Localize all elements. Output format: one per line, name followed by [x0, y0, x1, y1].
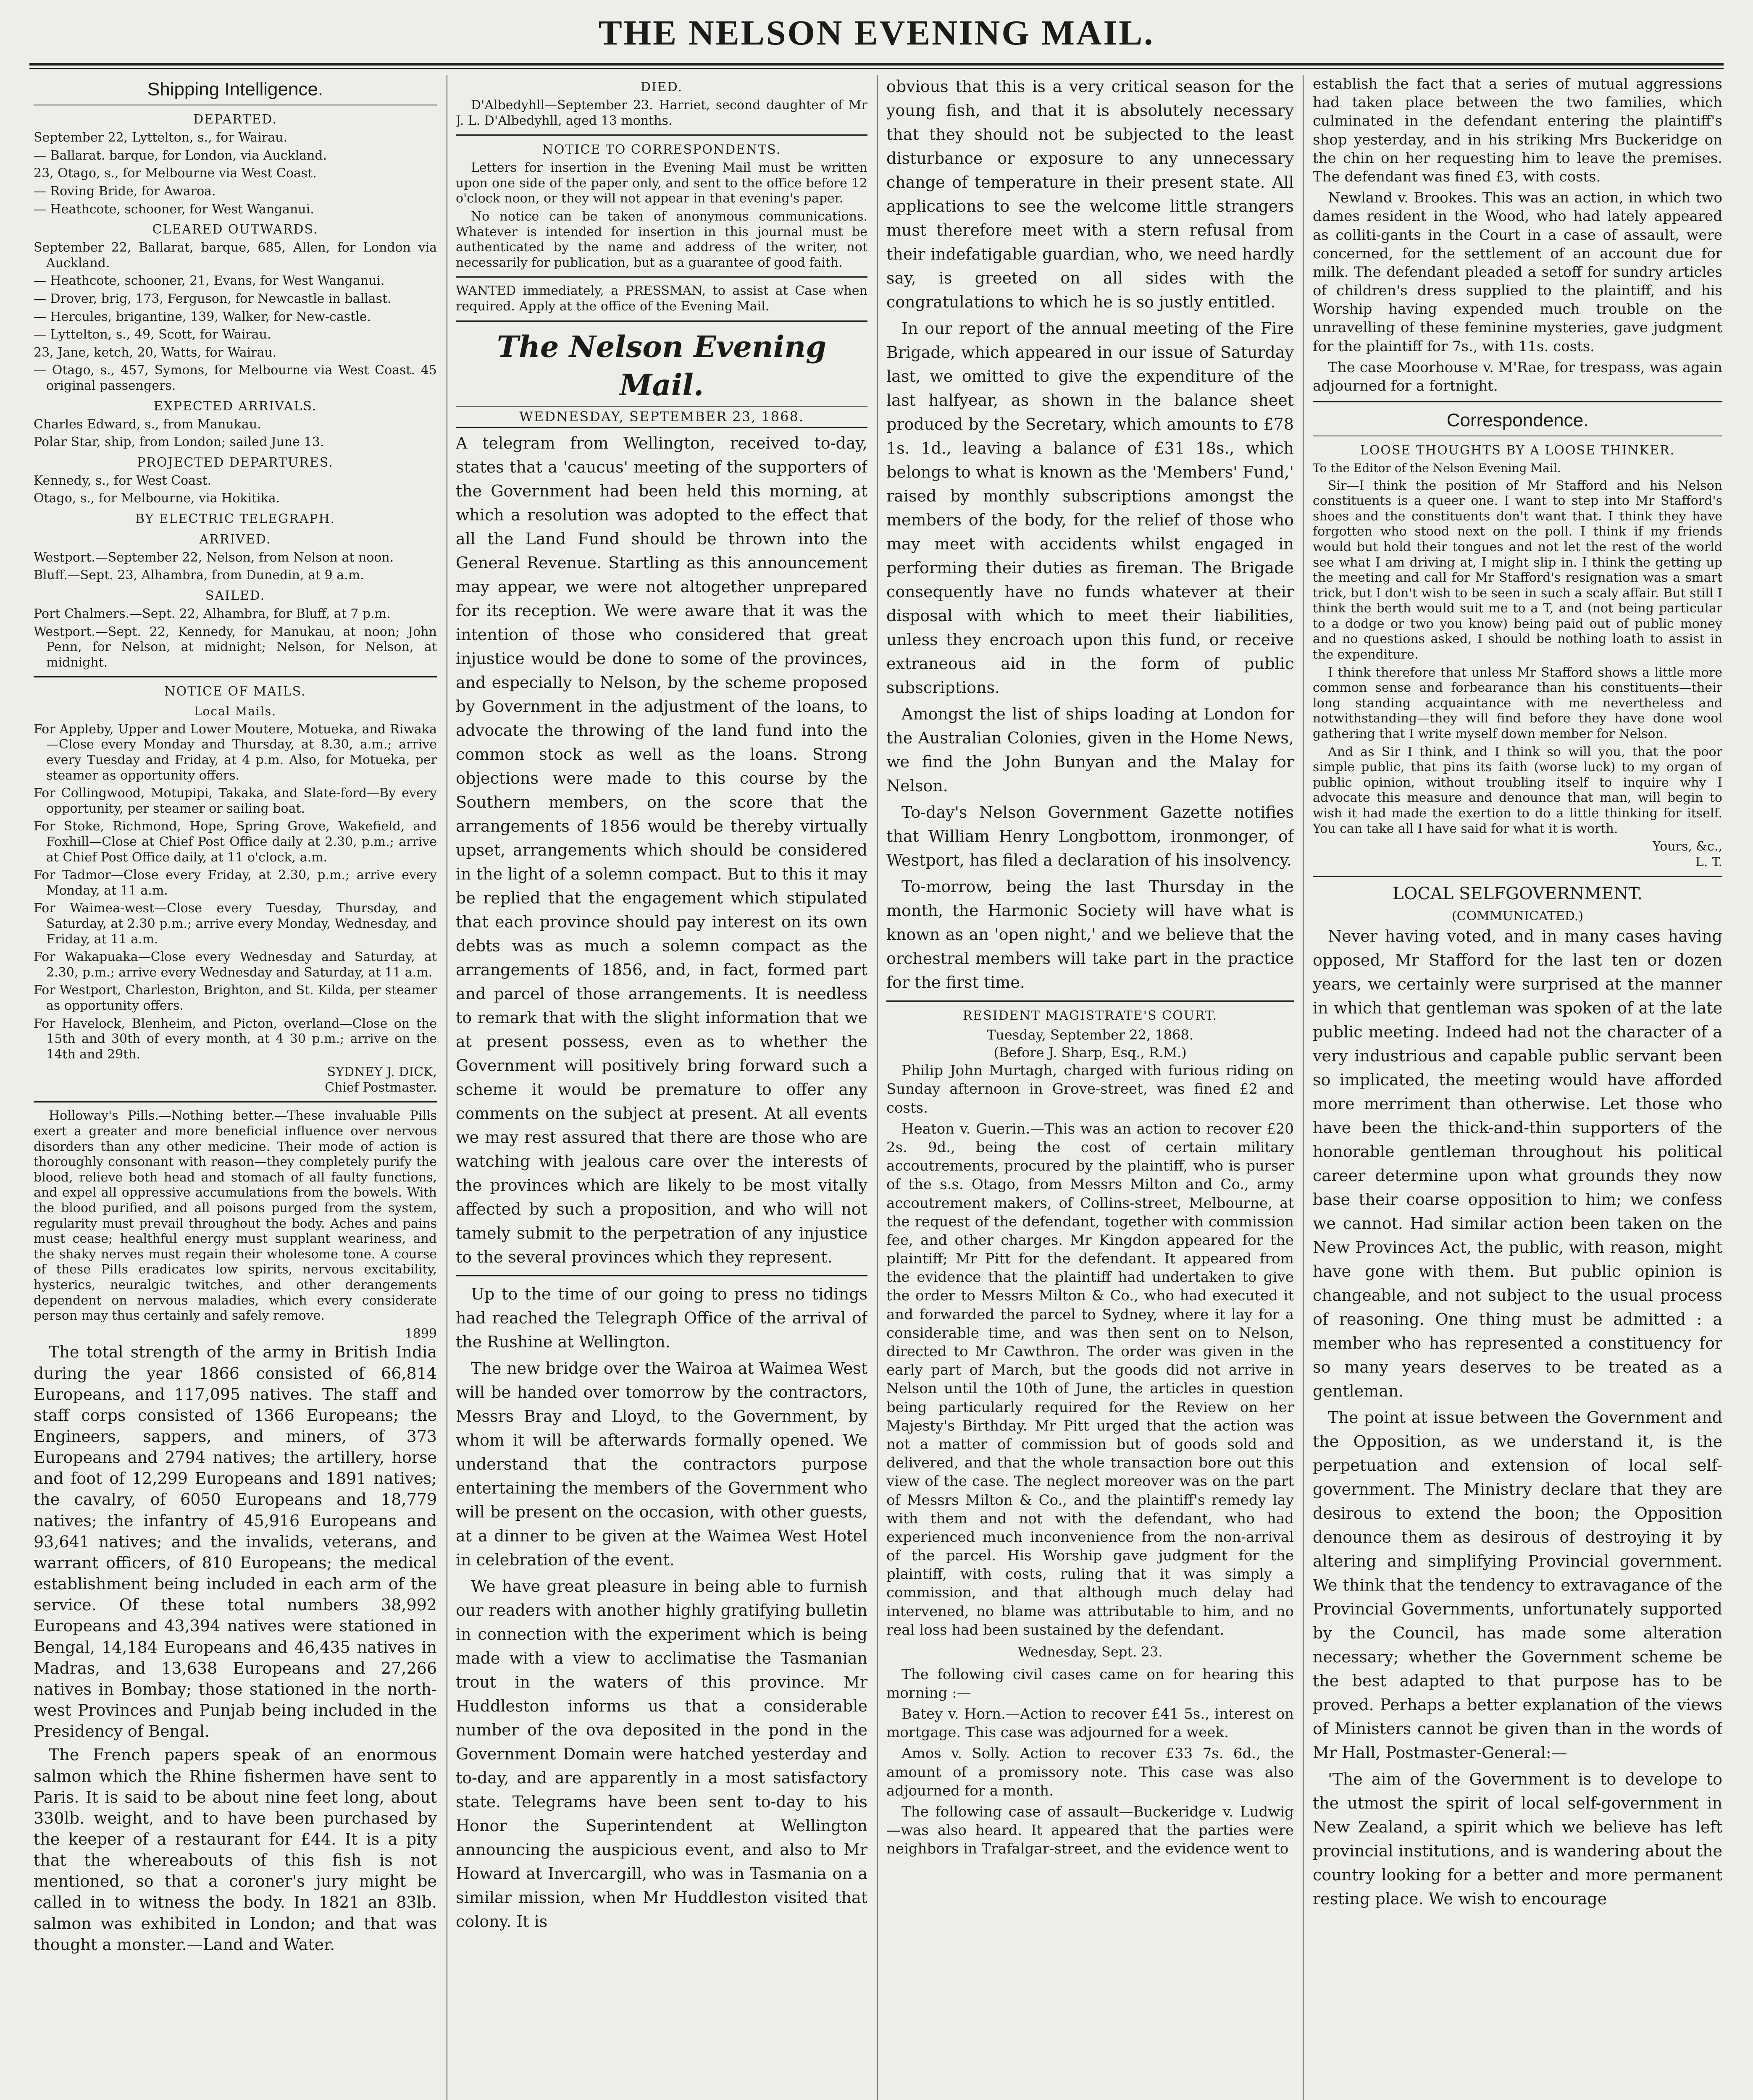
divider [886, 1000, 1294, 1002]
list-item: For Wakapuaka—Close every Wednesday and Saturday, at 2.30, p.m.; arrive every Wednesday and Saturday, at 11 a.m. [34, 950, 437, 980]
court-case: Philip John Murtagh, charged with furious riding on Sunday afternoon in Grove-street, was fined £2 and costs. [886, 1062, 1294, 1116]
telegraph-heading: BY ELECTRIC TELEGRAPH. [135, 511, 336, 526]
notice-paragraph: No notice can be taken of anonymous communications. Whatever is intended for insertion in this journal must be authenticated by the name and address of the writer, not necessarily for publication, but as a guarantee of good faith. [456, 209, 867, 270]
list-item: For Stoke, Richmond, Hope, Spring Grove, Wakefield, and Foxhill—Close at Chief Post Office daily at 2.30, p.m.; arrive at Chief Post Office daily, at 11 o'clock, a.m. [34, 819, 437, 865]
divider [456, 276, 867, 278]
cleared-heading: CLEARED OUTWARDS. [152, 222, 318, 237]
death-notice: D'Albedyhll—September 23. Harriet, second daughter of Mr J. L. D'Albedyhll, aged 13 months. [456, 98, 867, 128]
list-item: — Lyttelton, s., 49, Scott, for Wairau. [34, 327, 271, 342]
letter-paragraph: I think therefore that unless Mr Stafford shows a little more common sense and forbearance than his constituents—their long standing acquaintance with me nevertheless and notwithstanding—they will find before they have done wool gathering that I write myself down member for Nelson. [1313, 665, 1722, 742]
letter-title: LOOSE THOUGHTS BY A LOOSE THINKER. [1360, 443, 1675, 458]
harmonic-paragraph: To-morrow, being the last Thursday in the month, the Harmonic Society will have what is known as an 'open night,' and we believe that the orchestral members will take part in the practice for the first time. [886, 877, 1294, 992]
communicated-label: (COMMUNICATED.) [1451, 909, 1584, 924]
list-item: — Roving Bride, for Awaroa. [34, 184, 216, 199]
list-item: For Waimea-west—Close every Tuesday, Thursday, and Saturday, at 2.30 p.m.; arrive every Monday, Wednesday, and Friday, at 11 a.m. [34, 901, 437, 947]
list-item: Kennedy, s., for West Coast. [34, 473, 212, 488]
list-item: — Heathcote, schooner, 21, Evans, for West Wanganui. [34, 273, 385, 289]
court-heading: RESIDENT MAGISTRATE'S COURT. [962, 1008, 1218, 1023]
list-item: For Havelock, Blenheim, and Picton, overland—Close on the 15th and 30th of every month, at 4 30 p.m.; arrive on the 14th and 29th. [34, 1016, 437, 1062]
leader-paragraph: A telegram from Wellington, received to-day, states that a 'caucus' meeting of the supporters of the Government had been held this morning, at which a resolution was adopted to the effect that all the Land Fund should be thrown into the General Revenue. Startling as this announcement may appear, we were not altogether unprepared for its reception. We were aware that it was the intention of those who considered that great injustice would be done to some of the provinces, and especially to Nelson, by the scheme proposed by Government in the adjustment of the loans, to advocate the throwing of the land fund into the common stock as well as the loans. Strong objections were made to this course by the Southern members, on the score that the arrangements of 1856 would be thereby virtually upset, arrangements which should be considered in the light of a solemn compact. But to this it may be replied that the engagement which stipulated that each province should pay interest on its own debts was as much a solemn compact as the arrangements of 1856, and, in fact, formed part and parcel of those arrangements. It is needless to remark that with the slight information that we at present possess, even as to whether the Government will positively bring forward such a scheme it would be premature to offer any comments on the subject at present. At all events we may rest assured that there are those who are watching with jealous care over the interests of the provinces which are likely to be most vitally affected by such a proposition, and who will not tamely submit to the perpetration of any injustice to the several provinces which they represent. [456, 434, 867, 1267]
sailed-heading: SAILED. [205, 588, 265, 604]
list-item: Otago, s., for Melbourne, via Hokitika. [34, 491, 280, 506]
letter-salutation: To the Editor of the Nelson Evening Mail. [1313, 461, 1561, 475]
trout-paragraph: We have great pleasure in being able to furnish our readers with another highly gratifying bulletin in connection with the experiment which is being made with a view to acclimatise the Tasmanian trout in the waters of this province. Mr Huddleston informs us that a considerable number of the ova deposited in the pond in the Government Domain were hatched yesterday and to-day, and are apparently in a most satisfactory state. Telegrams have been sent to-day to his Honor the Superintendent at Wellington announcing the auspicious event, and also to Mr Howard at Invercargill, who was in Tasmania on a similar mission, when Mr Huddleston visited that colony. It is [456, 1577, 867, 1931]
divider [456, 1275, 867, 1276]
departed-heading: DEPARTED. [193, 112, 277, 127]
list-item: For Westport, Charleston, Brighton, and St. Kilda, per steamer as opportunity offers. [34, 983, 437, 1013]
column-4 [1313, 75, 1722, 2100]
list-item: 23, Otago, s., for Melbourne via West Coast. [34, 166, 317, 181]
expected-list [34, 417, 437, 450]
divider [1313, 876, 1722, 877]
salmon-paragraph: The French papers speak of an enormous salmon which the Rhine fishermen have sent to Paris. It is said to be about nine feet long, about 330lb. weight, and to have been purchased by the keeper of a restaurant for £44. It is a pity that the whereabouts of this fish is not mentioned, so that a coroner's jury might be called in to witness the body. In 1821 an 83lb. salmon was exhibited in London; and that was thought a monster.—Land and Water. [34, 1746, 437, 1954]
list-item: Charles Edward, s., from Manukau. [34, 417, 261, 432]
correspondence-heading: Correspondence. [1446, 410, 1589, 431]
ships-paragraph: Amongst the list of ships loading at London for the Australian Colonies, given in the Home News, we find the John Bunyan and the Malay for Nelson. [886, 705, 1294, 795]
court-case: The case Moorhouse v. M'Rae, for trespass, was again adjourned for a fortnight. [1313, 359, 1722, 394]
divider [1313, 401, 1722, 402]
list-item: — Ballarat. barque, for London, via Auckland. [34, 148, 327, 163]
court-case: The following case of assault—Buckeridge v. Ludwig—was also heard. It appeared that the parties were neighbors in Trafalgar-street, and the evidence went to [886, 1803, 1294, 1858]
divider [456, 320, 867, 322]
expected-heading: EXPECTED ARRIVALS. [153, 399, 317, 414]
column-divider [1303, 75, 1304, 2100]
wanted-advert: WANTED immediately, a PRESSMAN, to assist at Case when required. Apply at the office of the Evening Mail. [456, 284, 867, 314]
shipping-heading: Shipping Intelligence. [147, 79, 323, 100]
divider [456, 134, 867, 136]
postmaster-title: Chief Postmaster. [325, 1080, 437, 1095]
article-paragraph: Never having voted, and in many cases having opposed, Mr Stafford for the last ten or dozen years, we certainly were surprised at the manner in which that gentleman was spoken of at the late public meeting. Indeed had not the character of a very industrious and capable public servant been so implicated, the meeting would have afforded more merriment than otherwise. Let those who have been the thick-and-thin supporters of the honorable gentleman throughout his political career determine upon what grounds they now base their coarse opposition to him; we confess we cannot. Had similar action been taken on the New Provinces Act, the public, with reason, might have gone with them. But public opinion is changeable, and not subject to the usual process of reasoning. One thing must be admitted : a member who has represented a constituency for so many years deserves to be treated as a gentleman. [1313, 927, 1722, 1401]
column-divider [877, 75, 878, 2100]
list-item: — Hercules, brigantine, 139, Walker, for New-castle. [34, 309, 371, 324]
departed-list [34, 130, 437, 217]
died-heading: DIED. [640, 80, 683, 94]
letter-signature: L. T. [1695, 854, 1722, 869]
list-item: — Otago, s., 457, Symons, for Melbourne via West Coast. 45 original passengers. [34, 363, 437, 393]
column-3 [886, 75, 1294, 2100]
column-2 [456, 75, 867, 2100]
court-case: Newland v. Brookes. This was an action, in which two dames resident in the Wood, who had lately appeared as colliti-gants in the Court in a case of assault, were concerned, for the settlement of an account due for milk. The defendant pleaded a setoff for sundry articles of children's dress supplied to the plaintiff, and his Worship having expended much trouble on the unravelling of these feminine mysteries, gave judgment for the plaintiff for 7s., with 11s. costs. [1313, 189, 1722, 355]
fire-brigade-paragraph: In our report of the annual meeting of the Fire Brigade, which appeared in our issue of Saturday last, we omitted to give the expenditure of the last halfyear, as shown in the balance sheet produced by the Secretary, which amounts to £78 1s. 1d., leaving a balance of £31 18s., which belongs to what is known as the 'Members' Fund,' raised by monthly subscriptions amongst the members of the body, for the relief of those who may meet with accidents whilst engaged in performing their duties as fireman. The Brigade consequently have no funds whatever at their disposal with which to meet their liabilities, unless they encroach upon this fund, or receive extraneous aid in the form of public subscriptions. [886, 319, 1294, 697]
arrived-list [34, 550, 437, 583]
court-case: The following civil cases came on for hearing this morning :— [886, 1666, 1294, 1701]
local-selfgovernment-heading: LOCAL SELFGOVERNMENT. [1393, 884, 1643, 904]
list-item: Bluff.—Sept. 23, Alhambra, from Dunedin, at 9 a.m. [34, 568, 364, 583]
court-case: Batey v. Horn.—Action to recover £41 5s., interest on mortgage. This case was adjourned for a week. [886, 1705, 1294, 1741]
list-item: Westport.—Sept. 22, Kennedy, for Manukau, at noon; John Penn, for Nelson, at midnight; Nelson, for Nelson, at midnight. [34, 624, 437, 670]
list-item: 23, Jane, ketch, 20, Watts, for Wairau. [34, 345, 277, 360]
letter-paragraph: And as Sir I think, and I think so will you, that the poor simple public, that pins its faith (worse luck) to my organ of public opinion, without troubling itself to inquire why I advocate this measure and denounce that man, will begin to wish it had made the exertion to do a little thinking for itself. You can take all I have said for what it is worth. [1313, 744, 1722, 836]
arrived-heading: ARRIVED. [199, 532, 271, 547]
advert-number: 1899 [405, 1326, 437, 1341]
article-paragraph: 'The aim of the Government is to develope to the utmost the spirit of local self-government in New Zealand, a spirit which we believe has left provincial institutions, and is wandering about the country looking for a better and more permanent resting place. We wish to encourage [1313, 1770, 1722, 1908]
divider [34, 676, 437, 677]
india-army-paragraph: The total strength of the army in British India during the year 1866 consisted of 66,814 Europeans, and 117,095 natives. The staff and staff corps consisted of 1366 Europeans; the Engineers, sappers, and miners, of 373 Europeans and 2794 natives; the artillery, horse and foot of 12,299 Europeans and 1891 natives; the cavalry, of 6050 Europeans and 18,779 natives; the infantry of 45,916 Europeans and 93,641 natives; and the invalids, veterans, and warrant officers, of 810 Europeans; the medical establishment being included in each arm of the service. Of these total numbers 38,992 Europeans and 43,394 natives were stationed in Bengal, 14,184 Europeans and 46,435 natives in Madras, and 13,638 Europeans and 27,266 natives in Bombay; those stationed in the north-west Provinces and Punjab being included in the Presidency of Bengal. [34, 1343, 437, 1741]
court-case: Amos v. Solly. Action to recover £33 7s. 6d., the amount of a promissory note. This case was also adjourned for a month. [886, 1745, 1294, 1799]
paper-title: The Nelson Evening Mail. [497, 329, 827, 402]
trout-continued: obvious that this is a very critical season for the young fish, and that it is absolutely necessary that they should not be subjected to the least disturbance or exposure to any unnecessary change of temperature in their present state. All applications to see the welcome little strangers must therefore meet with a stern refusal from their indefatigable guardian, who, we need hardly say, is greeted on all sides with the congratulations to which he is so justly entitled. [886, 77, 1294, 311]
court-magistrate: (Before J. Sharp, Esq., R.M.) [993, 1044, 1187, 1060]
list-item: September 22, Lyttelton, s., for Wairau. [34, 130, 287, 145]
article-paragraph: The point at issue between the Government and the Opposition, as we understand it, is the perpetuation and extension of local self-government. The Ministry declare that they are desirous to extend the boon; the Opposition denounce them as desirous of destroying it by altering and simplifying Provincial government. We think that the tendency to extravagance of the Provincial Governments, unfortunately supported by the Council, has made some alteration necessary; whether the Government scheme be the best adapted to that purpose has to be proved. Perhaps a better explanation of the views of Ministers cannot be given than in the words of Mr Hall, Postmaster-General:— [1313, 1408, 1722, 1762]
list-item: September 22, Ballarat, barque, 685, Allen, for London via Auckland. [34, 240, 437, 270]
list-item: For Collingwood, Motupipi, Takaka, and Slate-ford—By every opportunity, per steamer or sailing boat. [34, 786, 437, 816]
court-date: Wednesday, Sept. 23. [1017, 1644, 1163, 1660]
list-item: Polar Star, ship, from London; sailed June 13. [34, 435, 324, 450]
list-item: For Tadmor—Close every Friday, at 2.30, p.m.; arrive every Monday, at 11 a.m. [34, 868, 437, 898]
list-item: Port Chalmers.—Sept. 22, Alhambra, for Bluff, at 7 p.m. [34, 606, 391, 622]
local-mails-heading: Local Mails. [194, 704, 277, 719]
mails-heading: NOTICE OF MAILS. [164, 684, 306, 699]
letter-paragraph: Sir—I think the position of Mr Stafford and his Nelson constituents is a queer one. I want to step into Mr Stafford's shoes and the constituents don't want that. I think they have forgotten who stood next on the poll. I think if my friends would but hold their tongues and not let the rest of the world see what I am driving at, I might slip in. I think the getting up the meeting and call for Mr Stafford's resignation was a smart trick, but I don't wish to be seen in such a scaly affair. But still I think the berth would suit me to a T, and (not being particular to a dodge or two you know) being paid out of public money and no questions asked, I should be nothing loath to assist in the expenditure. [1313, 478, 1722, 662]
bridge-paragraph: The new bridge over the Wairoa at Waimea West will be handed over tomorrow by the contractors, Messrs Bray and Lloyd, to the Government, by whom it will be afterwards formally opened. We understand that the contractors purpose entertaining the members of the Government who will be present on the occasion, with other guests, at a dinner to be given at the Waimea West Hotel in celebration of the event. [456, 1359, 867, 1570]
list-item: — Heathcote, schooner, for West Wanganui. [34, 202, 314, 217]
list-item: — Drover, brig, 173, Ferguson, for Newcastle in ballast. [34, 291, 392, 306]
court-date: Tuesday, September 22, 1868. [986, 1027, 1194, 1043]
holloway-advert: Holloway's Pills.—Nothing better.—These invaluable Pills exert a greater and more beneficial influence over nervous disorders than any other medicine. Their mode of action is thoroughly consonant with reason—they completely purify the blood, relieve both head and stomach of all faulty functions, and expel all oppressive accumulations from the bowels. With the blood purified, and all poisons purged from the system, regularity must prevail throughout the body. Aches and pains must cease; healthful energy must supplant weariness, and the shaky nerves must regain their wholesome tone. A course of these Pills eradicates low spirits, nervous excitability, hysterics, neuralgic twitches, and other derangements dependent on nervous maladies, which every considerate person may thus certainly and safely remove. [34, 1108, 437, 1323]
list-item: For Appleby, Upper and Lower Moutere, Motueka, and Riwaka—Close every Monday and Thursday, at 8.30, a.m.; arrive every Tuesday and Friday, at 4 p.m. Also, for Motueka, per steamer as opportunity offers. [34, 722, 437, 783]
newspaper-masthead: THE NELSON EVENING MAIL. [598, 13, 1155, 52]
masthead-rule-thin [29, 68, 1724, 69]
sailed-list [34, 606, 437, 670]
projected-heading: PROJECTED DEPARTURES. [137, 455, 334, 470]
telegraph-paragraph: Up to the time of our going to press no tidings had reached the Telegraph Office of the arrival of the Rushine at Wellington. [456, 1285, 867, 1352]
column-1 [34, 75, 437, 2100]
projected-list [34, 473, 437, 507]
postmaster-signature: SYDNEY J. DICK, [327, 1065, 437, 1080]
cleared-list [34, 240, 437, 394]
assault-continued: establish the fact that a series of mutual aggressions had taken place between the two families, which culminated in the defendant entering the plaintiff's shop yesterday, and in his striking Mrs Buckeridge on the chin on her requesting him to leave the premises. The defendant was fined £3, with costs. [1313, 76, 1722, 185]
mails-list [34, 722, 437, 1062]
issue-date: WEDNESDAY, SEPTEMBER 23, 1868. [456, 406, 867, 428]
letter-closing: Yours, &c., [1653, 839, 1722, 854]
gazette-paragraph: To-day's Nelson Government Gazette notifies that William Henry Longbottom, ironmonger, of Westport, has filed a declaration of his insolvency. [886, 803, 1294, 869]
correspondents-heading: NOTICE TO CORRESPONDENTS. [542, 142, 781, 158]
notice-paragraph: Letters for insertion in the Evening Mail must be written upon one side of the paper only, and sent to the office before 12 o'clock noon, or they will not appear in that evening's paper. [456, 160, 867, 206]
divider [34, 1101, 437, 1102]
masthead-rule [29, 63, 1724, 66]
list-item: Westport.—September 22, Nelson, from Nelson at noon. [34, 550, 394, 565]
court-case: Heaton v. Guerin.—This was an action to recover £20 2s. 9d., being the cost of certain military accoutrements, procured by the plaintiff, who is purser of the s.s. Otago, from Messrs Milton and Co., army accoutrement makers, of Collins-street, Melbourne, at the request of the defendant, together with commission fee, and other charges. Mr Kingdon appeared for the plaintiff; Mr Pitt for the defendant. It appeared from the evidence that the plaintiff had undertaken to give the order to Messrs Milton & Co., who had executed it and forwarded the parcel to Sydney, where it lay for a considerable time, and was then sent on to Nelson, directed to Mr Cawthron. The order was given in the early part of March, but the goods did not arrive in Nelson until the 10th of June, the articles in question being particularly required for the Review on her Majesty's Birthday. Mr Pitt urged that the action was not a matter of commission but of goods sold and delivered, and that the whole transaction bore out this view of the case. The neglect moreover was on the part of Messrs Milton & Co., and the plaintiff's remedy lay with them and not with the defendant, who had experienced much inconvenience from the non-arrival of the parcel. His Worship gave judgment for the plaintiff, with costs, ruling that it was simply a commission, and that although much delay had intervened, no blame was attributable to him, and no real loss had been sustained by the defendant. [886, 1120, 1294, 1638]
